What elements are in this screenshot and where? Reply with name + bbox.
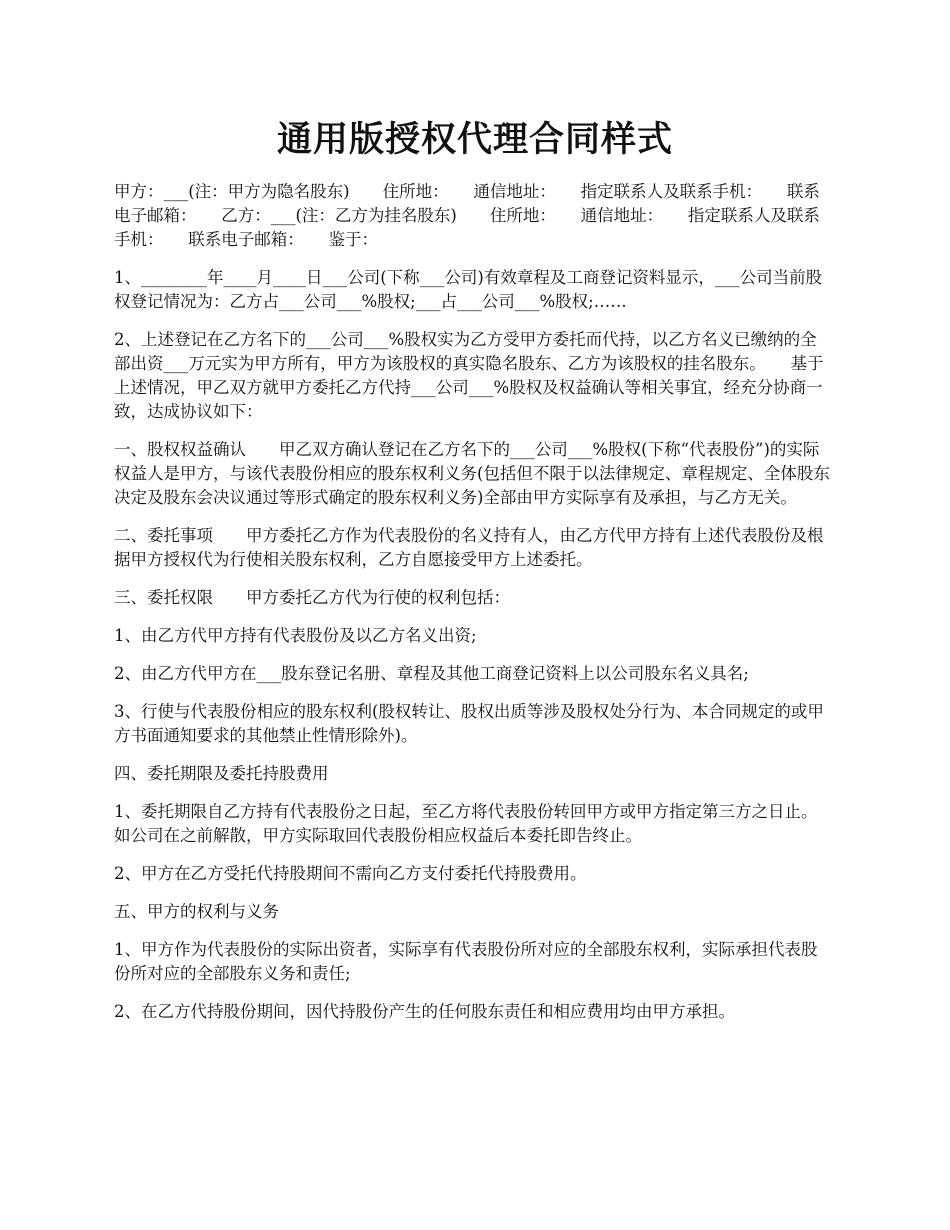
section-4-item-2: 2、甲方在乙方受托代持股期间不需向乙方支付委托代持股费用。 — [114, 864, 587, 883]
section-3-heading: 三、委托权限 甲方委托乙方代为行使的权利包括： — [114, 588, 510, 607]
section-3-item-1: 1、由乙方代甲方持有代表股份及以乙方名义出资; — [114, 626, 477, 645]
document-title: 通用版授权代理合同样式 — [276, 120, 673, 160]
section-4-heading: 四、委托期限及委托持股费用 — [114, 764, 329, 783]
section-5-heading: 五、甲方的权利与义务 — [114, 902, 279, 921]
section-2-paragraph: 二、委托事项 甲方委托乙方作为代表股份的名义持有人，由乙方代甲方持有上述代表股份及根据甲方授权代为行使相关股东权利，乙方自愿接受甲方上述委托。 — [114, 526, 824, 569]
recital-2-paragraph: 2、上述登记在乙方名下的___公司___%股权实为乙方受甲方委托而代持，以乙方名义已缴纳的全部出资___万元实为甲方所有，甲方为该股权的真实隐名股东、乙方为该股权的挂名股东。 基于上述情况，甲乙双方就甲方委托乙方代持___公司___%股权及权益确认等相关事宜，经充分协商一致，达成协议如下： — [114, 330, 824, 421]
parties-paragraph: 甲方：___(注：甲方为隐名股东) 住所地： 通信地址： 指定联系人及联系手机： 联系电子邮箱： 乙方：___(注：乙方为挂名股东) 住所地： 通信地址： 指定联系人及联系手机： 联系电子邮箱： 鉴于： — [114, 182, 820, 249]
section-4-item-1: 1、委托期限自乙方持有代表股份之日起，至乙方将代表股份转回甲方或甲方指定第三方之日止。如公司在之前解散，甲方实际取回代表股份相应权益后本委托即告终止。 — [114, 802, 818, 845]
recital-1-paragraph: 1、________年____月____日___公司(下称___公司)有效章程及工商登记资料显示，___公司当前股权登记情况为：乙方占___公司___%股权;___占___公司___%股权;…… — [114, 268, 823, 311]
section-3-item-3: 3、行使与代表股份相应的股东权利(股权转让、股权出质等涉及股权处分行为、本合同规定的或甲方书面通知要求的其他禁止性情形除外)。 — [114, 702, 824, 745]
section-5-item-1: 1、甲方作为代表股份的实际出资者，实际享有代表股份所对应的全部股东权利，实际承担代表股份所对应的全部股东义务和责任; — [114, 940, 818, 983]
document-body — [114, 180, 832, 1038]
section-5-item-2: 2、在乙方代持股份期间，因代持股份产生的任何股东责任和相应费用均由甲方承担。 — [114, 1002, 735, 1021]
section-3-item-2: 2、由乙方代甲方在___股东登记名册、章程及其他工商登记资料上以公司股东名义具名; — [114, 664, 749, 683]
section-1-paragraph: 一、股权权益确认 甲乙双方确认登记在乙方名下的___公司___%股权(下称“代表股份”)的实际权益人是甲方，与该代表股份相应的股东权利义务(包括但不限于以法律规定、章程规定、全体股东决定及股东会决议通过等形式确定的股东权利义务)全部由甲方实际享有及承担，与乙方无关。 — [114, 440, 830, 507]
